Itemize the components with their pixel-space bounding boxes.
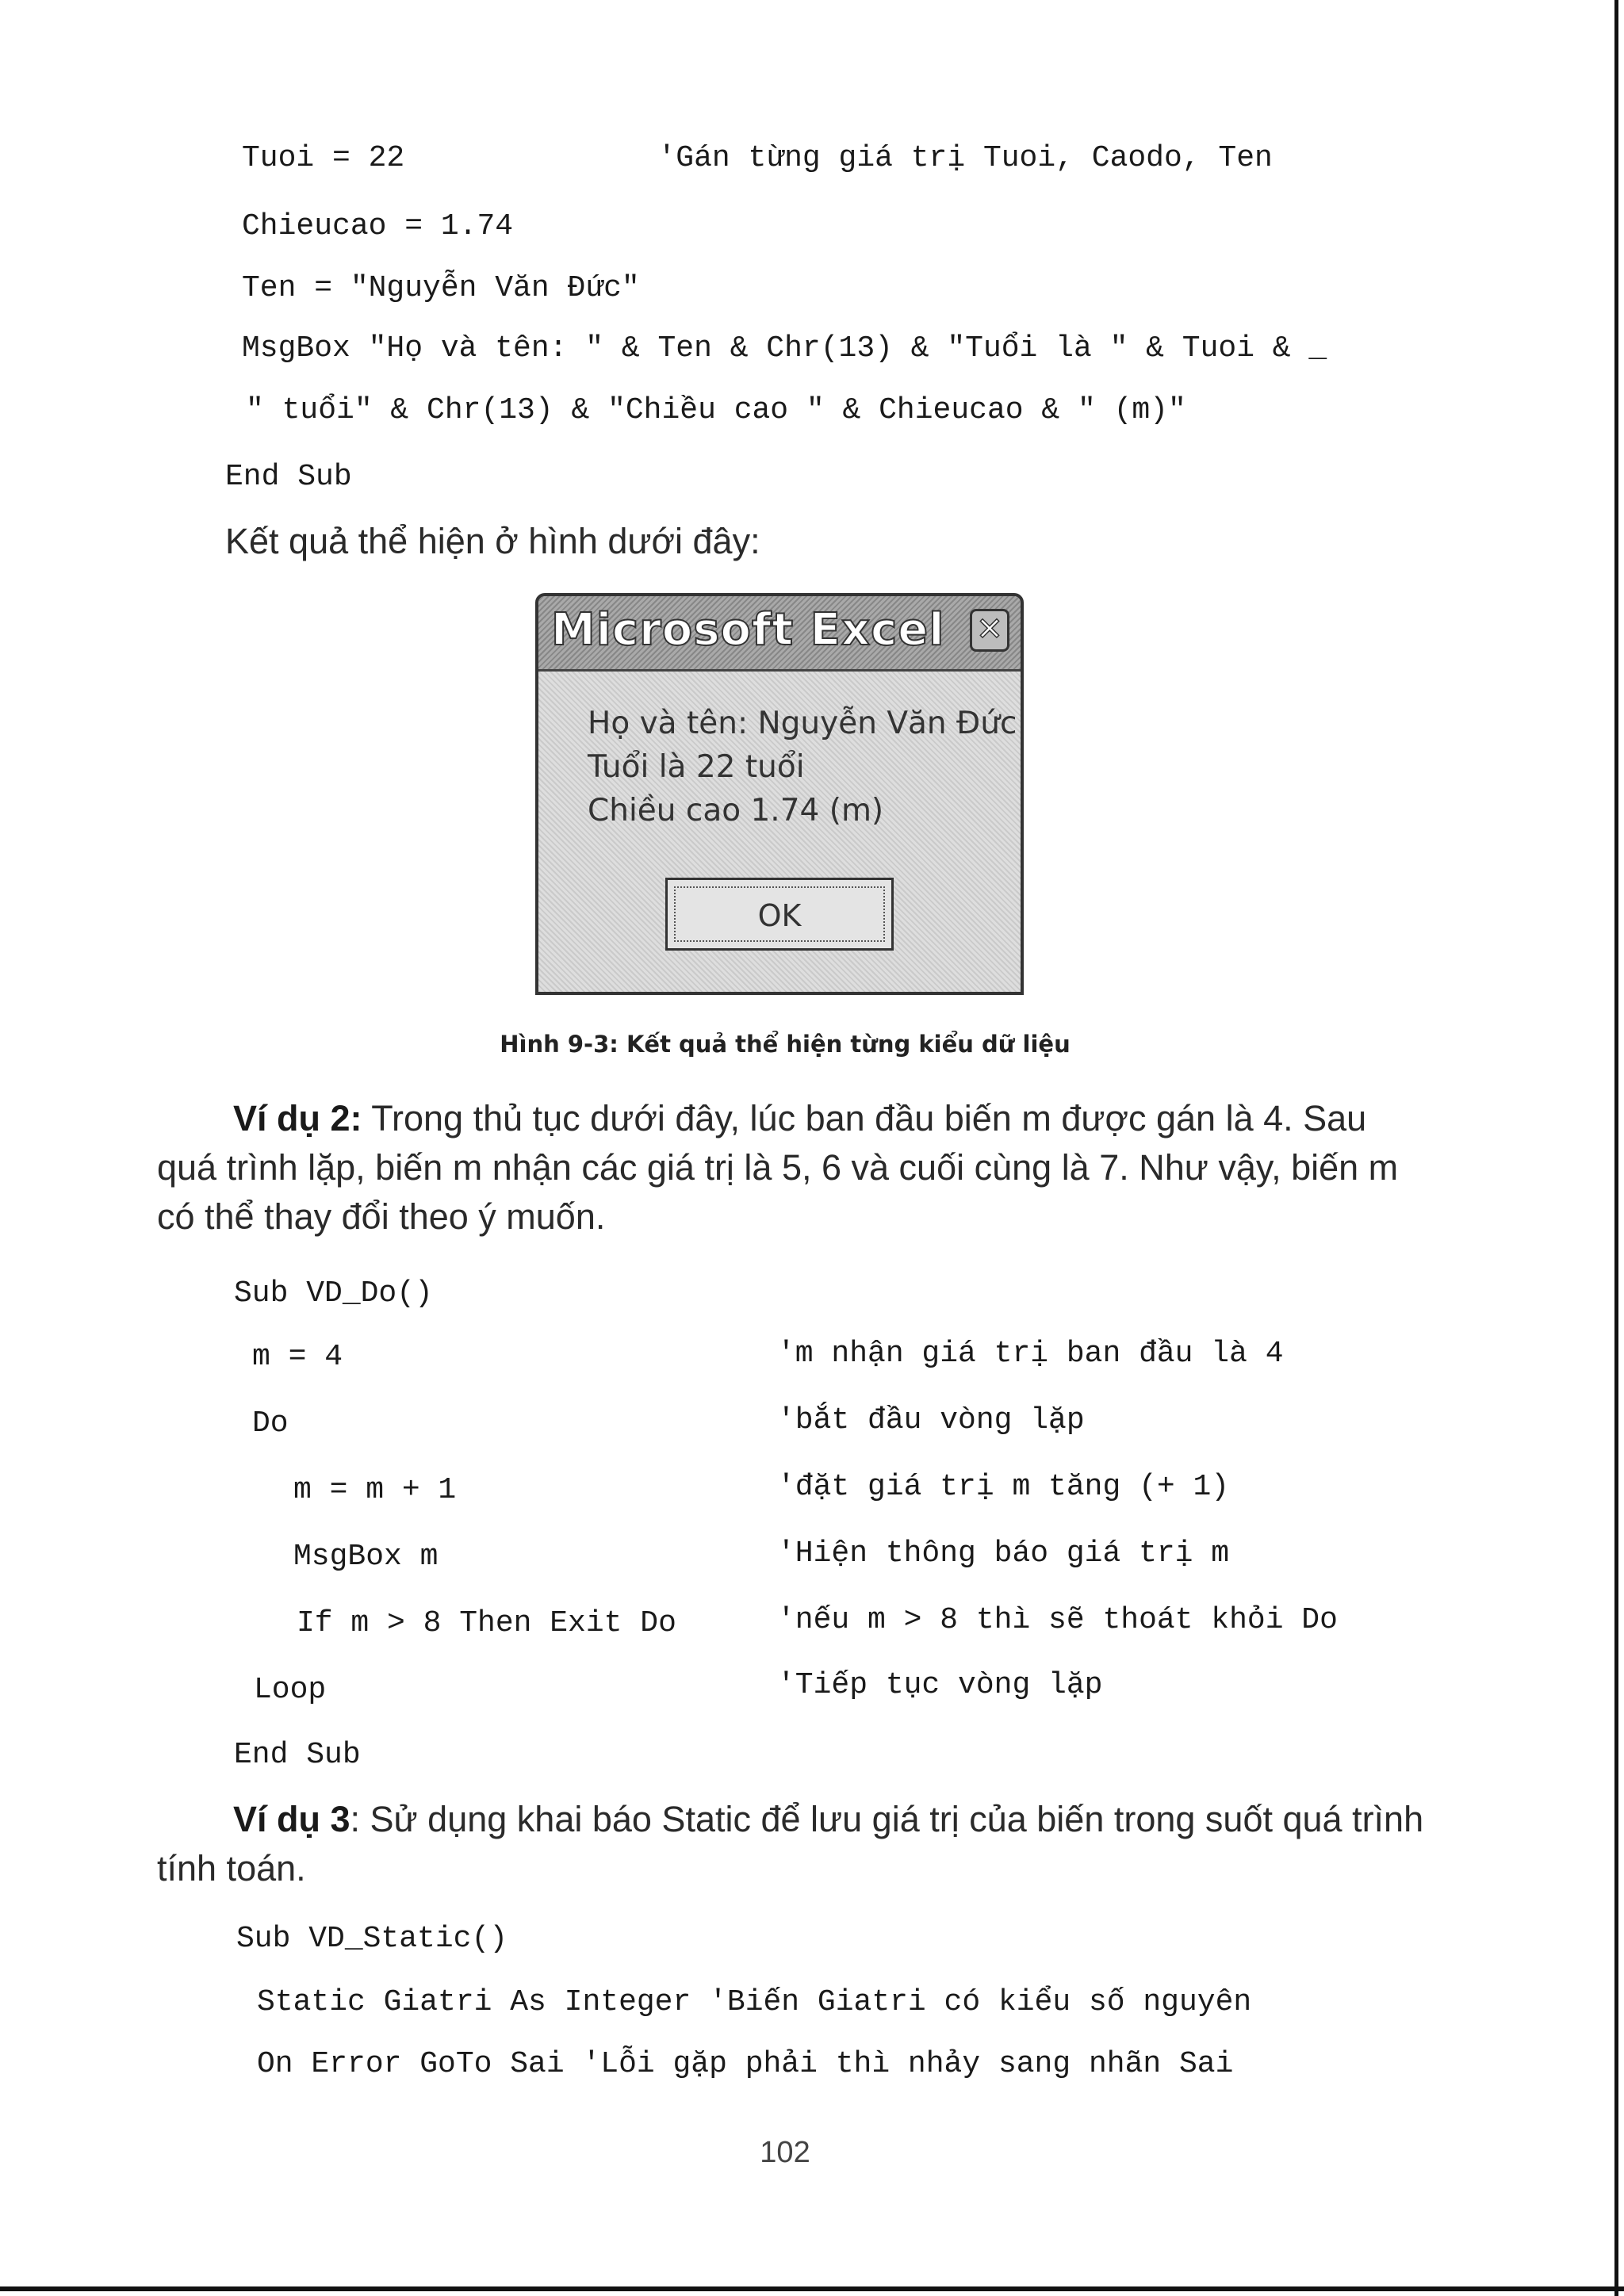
message-box-dialog <box>535 593 1024 995</box>
code-line: Chieucao = 1.74 <box>242 209 514 243</box>
code-comment: 'bắt đầu vòng lặp <box>777 1403 1085 1437</box>
code-comment: 'nếu m > 8 thì sẽ thoát khỏi Do <box>777 1603 1338 1637</box>
dialog-title-bar <box>538 596 1021 672</box>
figure-caption: Hình 9-3: Kết quả thể hiện từng kiểu dữ liệu <box>500 1031 1071 1058</box>
code-line: Loop <box>254 1673 327 1707</box>
example2-label: Ví dụ 2: <box>233 1098 362 1138</box>
code-line: MsgBox "Họ và tên: " & Ten & Chr(13) & "Tuổi là " & Tuoi & _ <box>242 331 1327 365</box>
page-number: 102 <box>760 2136 810 2169</box>
code-line: Ten = "Nguyễn Văn Đức" <box>242 271 640 305</box>
code-comment: 'm nhận giá trị ban đầu là 4 <box>777 1337 1284 1371</box>
code-line: Static Giatri As Integer 'Biến Giatri có kiểu số nguyên <box>257 1985 1252 2019</box>
code-line: End Sub <box>225 460 352 494</box>
code-line: If m > 8 Then Exit Do <box>297 1606 676 1640</box>
code-line: m = 4 <box>252 1340 343 1374</box>
code-line: Sub VD_Static() <box>236 1922 508 1956</box>
page-edge-right <box>1614 0 1618 2296</box>
example3-paragraph <box>157 1795 1426 1893</box>
code-comment: 'Hiện thông báo giá trị m <box>777 1536 1230 1571</box>
code-line: MsgBox m <box>293 1540 439 1574</box>
ok-button[interactable] <box>665 878 894 951</box>
code-line: End Sub <box>234 1738 361 1772</box>
dialog-message <box>588 702 1017 832</box>
example2-text: Trong thủ tục dưới đây, lúc ban đầu biến m được gán là 4. Sau quá trình lặp, biến m nhận các giá trị là 5, 6 và cuối cùng là 7. Như vậy, biến m có thể thay đổi theo ý muốn. <box>157 1098 1399 1237</box>
example3-text: : Sử dụng khai báo Static để lưu giá trị của biến trong suốt quá trình tính toán. <box>157 1799 1424 1888</box>
example2-paragraph <box>157 1094 1426 1242</box>
example3-label: Ví dụ 3 <box>233 1799 350 1839</box>
ok-button-label: OK <box>674 886 885 942</box>
code-line: Do <box>252 1406 289 1441</box>
code-comment: 'đặt giá trị m tăng (+ 1) <box>777 1470 1230 1504</box>
dialog-title: Microsoft Excel <box>551 604 945 656</box>
result-intro: Kết quả thể hiện ở hình dưới đây: <box>225 521 760 561</box>
message-line: Chiều cao 1.74 (m) <box>588 793 884 828</box>
message-line: Họ và tên: Nguyễn Văn Đức <box>588 706 1017 741</box>
code-line: On Error GoTo Sai 'Lỗi gặp phải thì nhảy sang nhãn Sai <box>257 2047 1234 2081</box>
message-line: Tuổi là 22 tuổi <box>588 749 805 785</box>
close-icon[interactable]: ✕ <box>970 609 1009 652</box>
code-line: m = m + 1 <box>293 1473 457 1507</box>
code-line: " tuổi" & Chr(13) & "Chiều cao " & Chieucao & " (m)" <box>246 393 1186 427</box>
page-edge-bottom <box>0 2286 1624 2291</box>
code-line: Sub VD_Do() <box>234 1276 433 1311</box>
code-line: Tuoi = 22 'Gán từng giá trị Tuoi, Caodo, Ten <box>242 141 1273 175</box>
code-comment: 'Tiếp tục vòng lặp <box>777 1668 1103 1702</box>
